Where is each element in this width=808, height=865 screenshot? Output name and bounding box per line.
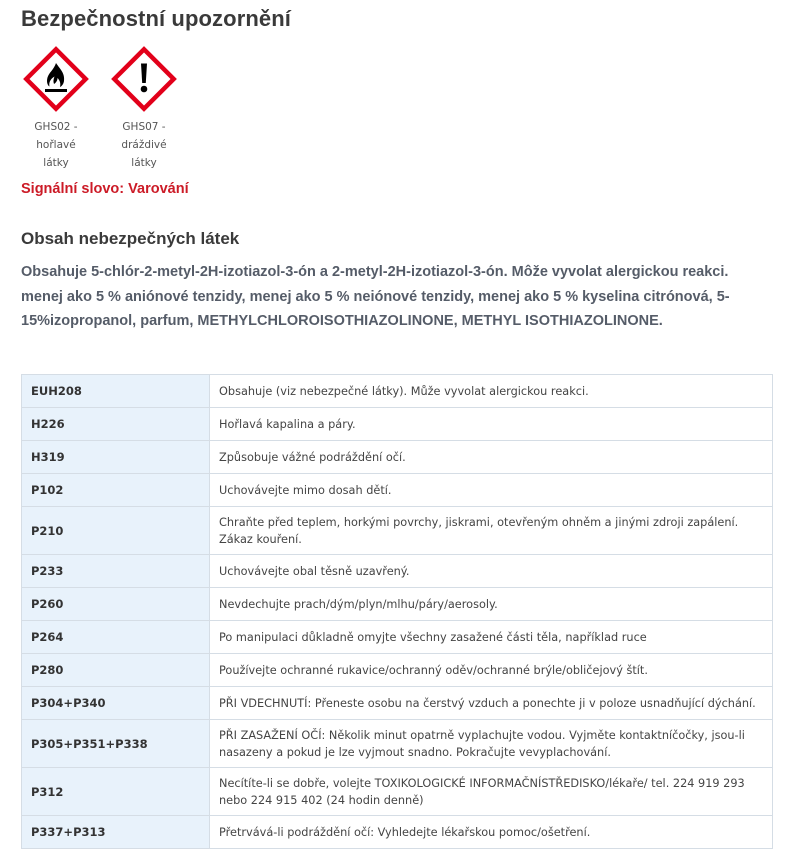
flame-icon <box>23 46 89 112</box>
statement-text: Přetrvává-li podráždění očí: Vyhledejte lékařskou pomoc/ošetření. <box>210 816 773 849</box>
table-row <box>22 768 773 816</box>
pictogram-ghs02 <box>21 46 91 172</box>
statement-code: P264 <box>22 621 210 654</box>
hazardous-substances-title: Obsah nebezpečných látek <box>21 229 240 248</box>
table-row <box>22 654 773 687</box>
statement-code: P305+P351+P338 <box>22 720 210 768</box>
exclamation-icon <box>111 46 177 112</box>
statement-code: P260 <box>22 588 210 621</box>
table-row <box>22 441 773 474</box>
statement-text: Chraňte před teplem, horkými povrchy, jiskrami, otevřeným ohněm a jinými zdroji zapálení. Zákaz kouření. <box>210 507 773 555</box>
statement-code: EUH208 <box>22 375 210 408</box>
pictogram-caption: GHS07 - dráždivé látky <box>121 121 167 169</box>
table-row <box>22 621 773 654</box>
statement-text: Po manipulaci důkladně omyjte všechny zasažené části těla, například ruce <box>210 621 773 654</box>
table-row <box>22 507 773 555</box>
page-title: Bezpečnostní upozornění <box>21 6 291 31</box>
statement-text: Hořlavá kapalina a páry. <box>210 408 773 441</box>
statement-code: H319 <box>22 441 210 474</box>
statement-text: Obsahuje (viz nebezpečné látky). Může vyvolat alergickou reakci. <box>210 375 773 408</box>
pictogram-ghs07 <box>109 46 179 172</box>
statements-table <box>21 374 773 849</box>
table-row <box>22 816 773 849</box>
table-row <box>22 408 773 441</box>
statement-code: P304+P340 <box>22 687 210 720</box>
table-row <box>22 474 773 507</box>
table-row <box>22 588 773 621</box>
statement-text: Necítíte-li se dobře, volejte TOXIKOLOGICKÉ INFORMAČNÍSTŘEDISKO/lékaře/ tel. 224 919 293 nebo 224 915 402 (24 hodin denně) <box>210 768 773 816</box>
statement-text: Nevdechujte prach/dým/plyn/mlhu/páry/aerosoly. <box>210 588 773 621</box>
statement-text: Uchovávejte obal těsně uzavřený. <box>210 555 773 588</box>
statement-text: PŘI ZASAŽENÍ OČÍ: Několik minut opatrně vyplachujte vodou. Vyjměte kontaktníčočky, jsou-li nasazeny a pokud je lze vyjmout snadno. Pokračujte vevyplachování. <box>210 720 773 768</box>
statement-text: Způsobuje vážné podráždění očí. <box>210 441 773 474</box>
table-row <box>22 375 773 408</box>
table-row <box>22 555 773 588</box>
statement-text: PŘI VDECHNUTÍ: Přeneste osobu na čerstvý vzduch a ponechte ji v poloze usnadňující dýchání. <box>210 687 773 720</box>
statement-code: P312 <box>22 768 210 816</box>
statement-code: H226 <box>22 408 210 441</box>
statement-code: P210 <box>22 507 210 555</box>
statement-code: P337+P313 <box>22 816 210 849</box>
statement-text: Používejte ochranné rukavice/ochranný oděv/ochranné brýle/obličejový štít. <box>210 654 773 687</box>
statement-code: P233 <box>22 555 210 588</box>
statement-code: P280 <box>22 654 210 687</box>
statement-code: P102 <box>22 474 210 507</box>
pictogram-list <box>21 46 321 171</box>
signal-word: Signální slovo: Varování <box>21 181 189 197</box>
table-row <box>22 687 773 720</box>
pictogram-caption: GHS02 - hořlavé látky <box>34 121 78 169</box>
table-row <box>22 720 773 768</box>
hazardous-substances-text: Obsahuje 5-chlór-2-metyl-2H-izotiazol-3-ón a 2-metyl-2H-izotiazol-3-ón. Môže vyvolat alergickou reakci. menej ako 5 % aniónové tenzidy, menej ako 5 % neiónové tenzidy, menej ako 5 % kyselina citrónová, 5-15%izopropanol, parfum, METHYLCHLOROISOTHIAZOLINONE, METHYL ISOTHIAZOLINONE. <box>21 264 730 329</box>
statement-text: Uchovávejte mimo dosah dětí. <box>210 474 773 507</box>
